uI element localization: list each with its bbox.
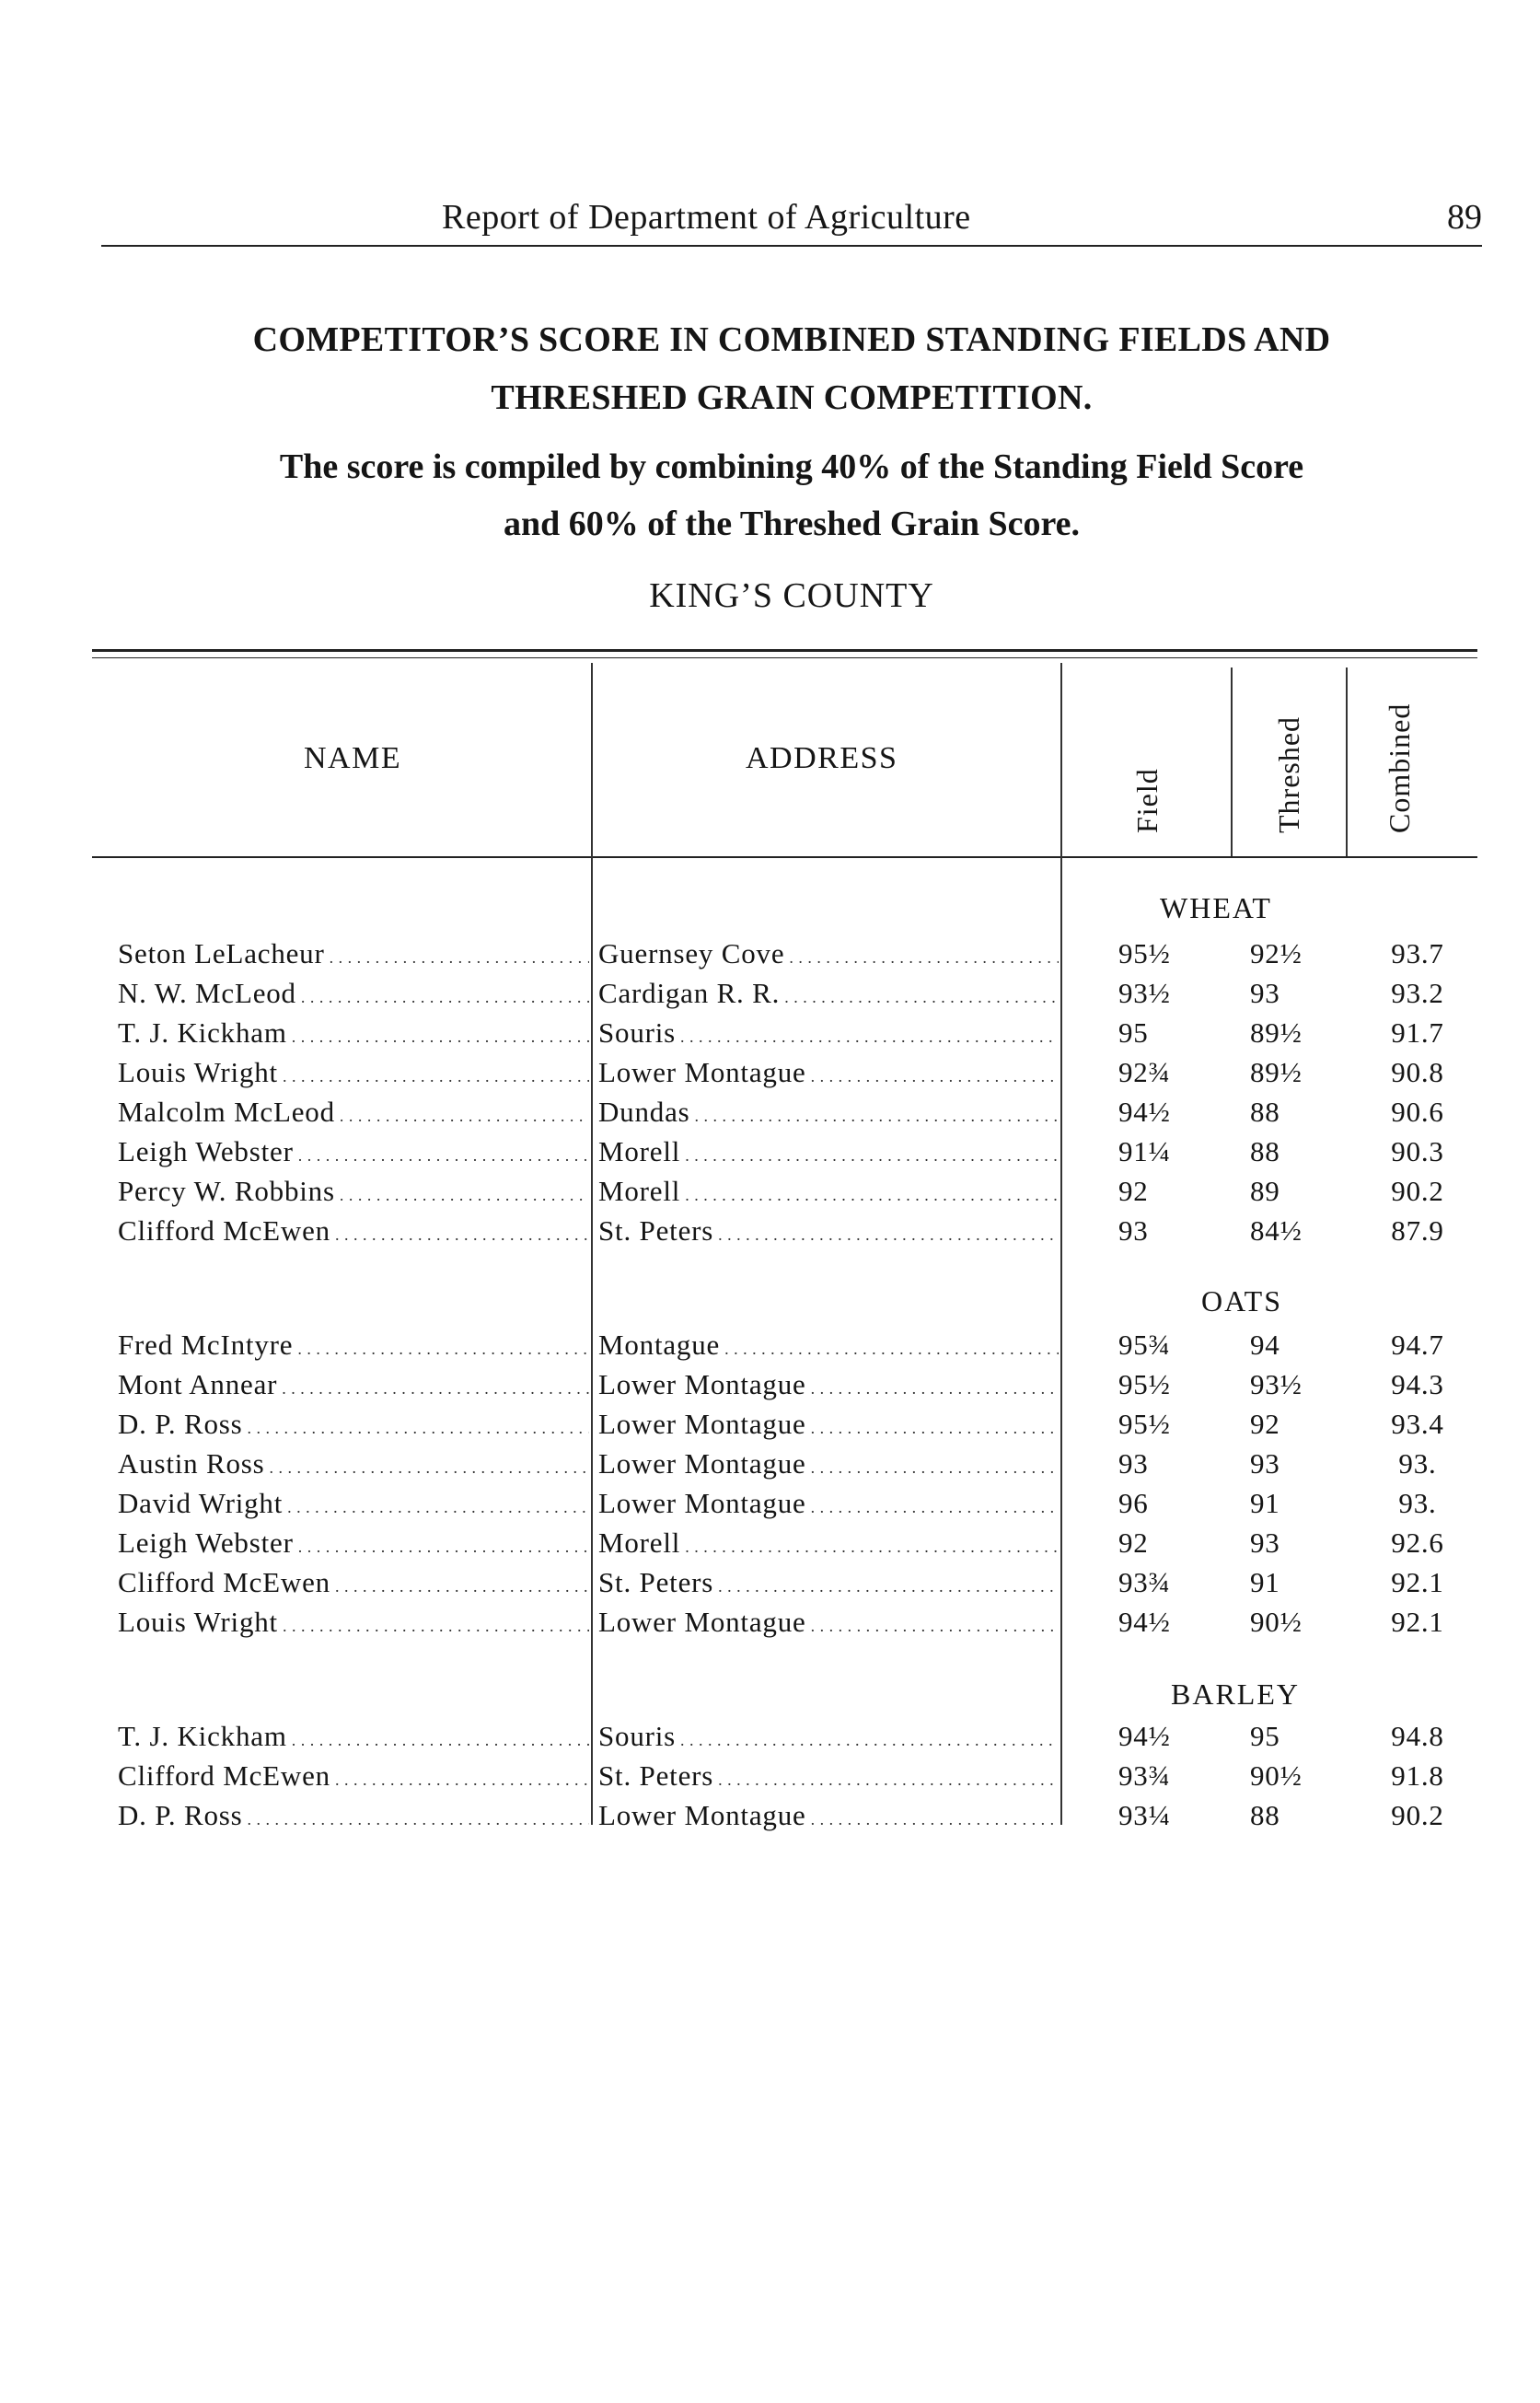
competitor-name: N. W. McLeod . . . [118, 977, 589, 1010]
threshed-score: 92 [1250, 1408, 1280, 1440]
combined-score: 90.8 [1391, 1056, 1444, 1088]
threshed-score: 89½ [1250, 1016, 1303, 1049]
threshed-score: 95 [1250, 1720, 1280, 1752]
table-row [0, 1329, 1540, 1368]
competitor-name: T. J. Kickham . . . [118, 1720, 589, 1753]
competitor-address: St. Peters . . . [598, 1759, 1059, 1793]
table-row [0, 1566, 1540, 1606]
table-row [0, 937, 1540, 977]
field-score: 93 [1118, 1447, 1149, 1480]
field-threshed-divider [1231, 668, 1233, 856]
threshed-score: 91 [1250, 1487, 1280, 1519]
table-row [0, 1408, 1540, 1447]
threshed-score: 84½ [1250, 1214, 1303, 1247]
field-score: 95 [1118, 1016, 1149, 1049]
combined-score: 87.9 [1391, 1214, 1444, 1247]
competitor-address: Lower Montague . . . [598, 1606, 1059, 1639]
competitor-address: Souris . . . [598, 1016, 1059, 1050]
table-row [0, 1720, 1540, 1759]
table-row [0, 1016, 1540, 1056]
threshed-score: 89½ [1250, 1056, 1303, 1088]
table-row [0, 977, 1540, 1016]
competitor-name: David Wright . . . [118, 1487, 589, 1520]
competitor-name: Leigh Webster . . . [118, 1527, 589, 1560]
combined-score: 93. [1398, 1487, 1437, 1519]
threshed-score: 90½ [1250, 1606, 1303, 1638]
field-score: 92¾ [1118, 1056, 1171, 1088]
combined-score: 94.8 [1391, 1720, 1444, 1752]
field-score: 93¾ [1118, 1566, 1171, 1598]
table-top-rule-thin [92, 657, 1477, 658]
threshed-score: 93½ [1250, 1368, 1303, 1400]
field-score: 95¾ [1118, 1329, 1171, 1361]
competitor-name: Percy W. Robbins . . . [118, 1175, 589, 1208]
combined-score: 93. [1398, 1447, 1437, 1480]
competitor-address: Lower Montague . . . [598, 1799, 1059, 1832]
competitor-name: Mont Annear . . . [118, 1368, 589, 1401]
competitor-address: St. Peters . . . [598, 1566, 1059, 1599]
competitor-name: Clifford McEwen . . . [118, 1566, 589, 1599]
competitor-address: Cardigan R. R. . . . [598, 977, 1059, 1010]
competitor-name: Seton LeLacheur . . . [118, 937, 589, 970]
column-header-name: NAME [304, 741, 402, 775]
combined-score: 90.2 [1391, 1799, 1444, 1831]
table-row [0, 1368, 1540, 1408]
combined-score: 93.2 [1391, 977, 1444, 1009]
threshed-combined-divider [1346, 668, 1348, 856]
competitor-name: Clifford McEwen . . . [118, 1214, 589, 1248]
combined-score: 93.7 [1391, 937, 1444, 969]
combined-score: 92.1 [1391, 1566, 1444, 1598]
field-score: 94½ [1118, 1606, 1171, 1638]
competitor-name: Austin Ross . . . [118, 1447, 589, 1480]
score-note-line-2: and 60% of the Threshed Grain Score. [504, 505, 1080, 543]
field-score: 92 [1118, 1175, 1149, 1207]
competitor-name: D. P. Ross . . . [118, 1799, 589, 1832]
threshed-score: 88 [1250, 1799, 1280, 1831]
threshed-score: 93 [1250, 1447, 1280, 1480]
table-row [0, 1606, 1540, 1645]
competitor-address: Lower Montague . . . [598, 1447, 1059, 1480]
table-row [0, 1175, 1540, 1214]
field-score: 91¼ [1118, 1135, 1171, 1167]
field-score: 96 [1118, 1487, 1149, 1519]
running-title: Report of Department of Agriculture [442, 198, 971, 237]
table-top-rule [92, 649, 1477, 652]
combined-score: 94.7 [1391, 1329, 1444, 1361]
table-row [0, 1487, 1540, 1527]
competitor-address: Montague . . . [598, 1329, 1059, 1362]
threshed-score: 93 [1250, 977, 1280, 1009]
competitor-name: Louis Wright . . . [118, 1056, 589, 1089]
field-score: 95½ [1118, 1408, 1171, 1440]
table-row [0, 1056, 1540, 1096]
field-score: 93¾ [1118, 1759, 1171, 1792]
page-number: 89 [1447, 198, 1482, 237]
competitor-name: Leigh Webster . . . [118, 1135, 589, 1168]
competitor-address: Lower Montague . . . [598, 1487, 1059, 1520]
column-header-address: ADDRESS [746, 741, 898, 775]
competitor-name: Louis Wright . . . [118, 1606, 589, 1639]
table-row [0, 1214, 1540, 1254]
competitor-name: D. P. Ross . . . [118, 1408, 589, 1441]
column-header-field: Field [1130, 768, 1164, 833]
threshed-score: 91 [1250, 1566, 1280, 1598]
threshed-score: 94 [1250, 1329, 1280, 1361]
field-score: 94½ [1118, 1096, 1171, 1128]
combined-score: 94.3 [1391, 1368, 1444, 1400]
threshed-score: 90½ [1250, 1759, 1303, 1792]
county-heading: KING’S COUNTY [649, 576, 934, 615]
combined-score: 90.6 [1391, 1096, 1444, 1128]
table-title-line-2: THRESHED GRAIN COMPETITION. [491, 378, 1093, 417]
table-row [0, 1447, 1540, 1487]
threshed-score: 93 [1250, 1527, 1280, 1559]
combined-score: 92.6 [1391, 1527, 1444, 1559]
combined-score: 91.7 [1391, 1016, 1444, 1049]
field-score: 95½ [1118, 1368, 1171, 1400]
field-score: 95½ [1118, 937, 1171, 969]
table-row [0, 1799, 1540, 1839]
field-score: 93½ [1118, 977, 1171, 1009]
competitor-name: Clifford McEwen . . . [118, 1759, 589, 1793]
combined-score: 90.2 [1391, 1175, 1444, 1207]
threshed-score: 88 [1250, 1096, 1280, 1128]
table-row [0, 1527, 1540, 1566]
running-head [101, 190, 1482, 247]
competitor-address: Lower Montague . . . [598, 1056, 1059, 1089]
score-note-line-1: The score is compiled by combining 40% of the Standing Field Score [279, 447, 1304, 486]
competitor-address: Guernsey Cove . . . [598, 937, 1059, 970]
competitor-address: Morell . . . [598, 1527, 1059, 1560]
field-score: 93 [1118, 1214, 1149, 1247]
table-title-line-1: COMPETITOR’S SCORE IN COMBINED STANDING FIELDS AND [252, 320, 1331, 359]
combined-score: 90.3 [1391, 1135, 1444, 1167]
section-label-barley: BARLEY [1171, 1677, 1300, 1711]
competitor-address: Dundas . . . [598, 1096, 1059, 1129]
field-score: 93¼ [1118, 1799, 1171, 1831]
competitor-address: Lower Montague . . . [598, 1408, 1059, 1441]
threshed-score: 88 [1250, 1135, 1280, 1167]
header-bottom-rule [92, 856, 1477, 858]
threshed-score: 89 [1250, 1175, 1280, 1207]
competitor-address: Morell . . . [598, 1135, 1059, 1168]
competitor-address: Souris . . . [598, 1720, 1059, 1753]
threshed-score: 92½ [1250, 937, 1303, 969]
column-header-threshed: Threshed [1272, 715, 1305, 833]
competitor-address: Lower Montague . . . [598, 1368, 1059, 1401]
section-label-wheat: WHEAT [1160, 891, 1272, 924]
combined-score: 93.4 [1391, 1408, 1444, 1440]
table-row [0, 1135, 1540, 1175]
competitor-name: Fred McIntyre . . . [118, 1329, 589, 1362]
field-score: 94½ [1118, 1720, 1171, 1752]
competitor-address: St. Peters . . . [598, 1214, 1059, 1248]
competitor-name: T. J. Kickham . . . [118, 1016, 589, 1050]
section-label-oats: OATS [1201, 1284, 1283, 1318]
competitor-address: Morell . . . [598, 1175, 1059, 1208]
table-row [0, 1096, 1540, 1135]
combined-score: 91.8 [1391, 1759, 1444, 1792]
field-score: 92 [1118, 1527, 1149, 1559]
table-row [0, 1759, 1540, 1799]
competitor-name: Malcolm McLeod . . . [118, 1096, 589, 1129]
column-header-combined: Combined [1383, 702, 1416, 833]
combined-score: 92.1 [1391, 1606, 1444, 1638]
